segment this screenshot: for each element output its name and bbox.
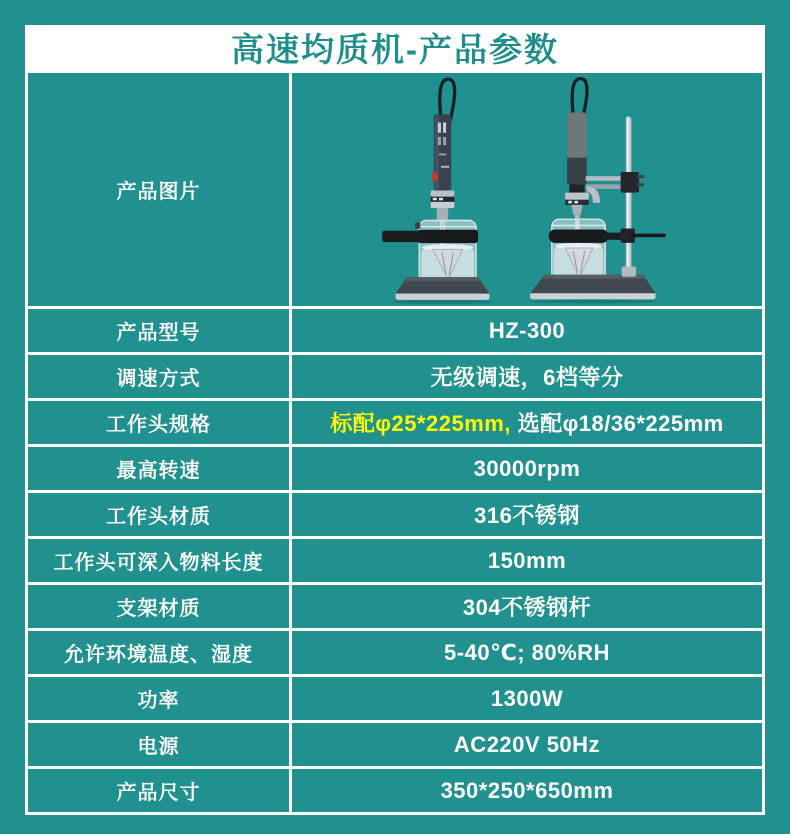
product-image-cell	[292, 73, 762, 306]
row-value: 316不锈钢	[474, 503, 580, 528]
highlighted-spec-text: 标配φ25*225mm,	[330, 411, 511, 436]
optional-spec-text: 选配φ18/36*225mm	[510, 411, 724, 436]
homogenizer-handheld-image	[380, 75, 504, 304]
row-label: 工作头可深入物料长度	[28, 539, 292, 582]
row-product-image	[28, 73, 762, 306]
row-value: HZ-300	[488, 317, 566, 343]
row-label: 产品型号	[28, 309, 292, 352]
row-value	[292, 401, 762, 444]
row-value: 5-40℃; 80%RH	[444, 639, 610, 665]
row-ambient-conditions	[28, 628, 762, 674]
row-value: 30000rpm	[473, 455, 581, 481]
row-working-head-spec	[28, 398, 762, 444]
row-product-dimensions	[28, 766, 762, 812]
row-product-model	[28, 306, 762, 352]
row-label: 工作头规格	[28, 401, 292, 444]
page-title: 高速均质机-产品参数	[231, 30, 559, 68]
row-label: 最高转速	[28, 447, 292, 490]
row-speed-control	[28, 352, 762, 398]
row-label: 调速方式	[28, 355, 292, 398]
page-title-bar	[25, 25, 765, 73]
row-stand-material	[28, 582, 762, 628]
row-label: 电源	[28, 723, 292, 766]
row-label: 产品尺寸	[28, 769, 292, 812]
row-power-supply	[28, 720, 762, 766]
row-label-product-image: 产品图片	[28, 73, 292, 306]
row-value: AC220V 50Hz	[453, 731, 601, 757]
row-value: 350*250*650mm	[440, 777, 614, 803]
row-value: 150mm	[487, 547, 567, 573]
row-value: 1300W	[490, 685, 564, 711]
spec-table	[25, 73, 765, 815]
row-value: 无级调速，6档等分	[430, 365, 624, 390]
row-head-material	[28, 490, 762, 536]
row-label: 工作头材质	[28, 493, 292, 536]
row-label: 允许环境温度、湿度	[28, 631, 292, 674]
row-label: 功率	[28, 677, 292, 720]
row-value: 304不锈钢杆	[462, 595, 592, 620]
homogenizer-stand-image	[520, 75, 674, 304]
row-label: 支架材质	[28, 585, 292, 628]
row-immersion-depth	[28, 536, 762, 582]
row-power	[28, 674, 762, 720]
row-max-speed	[28, 444, 762, 490]
